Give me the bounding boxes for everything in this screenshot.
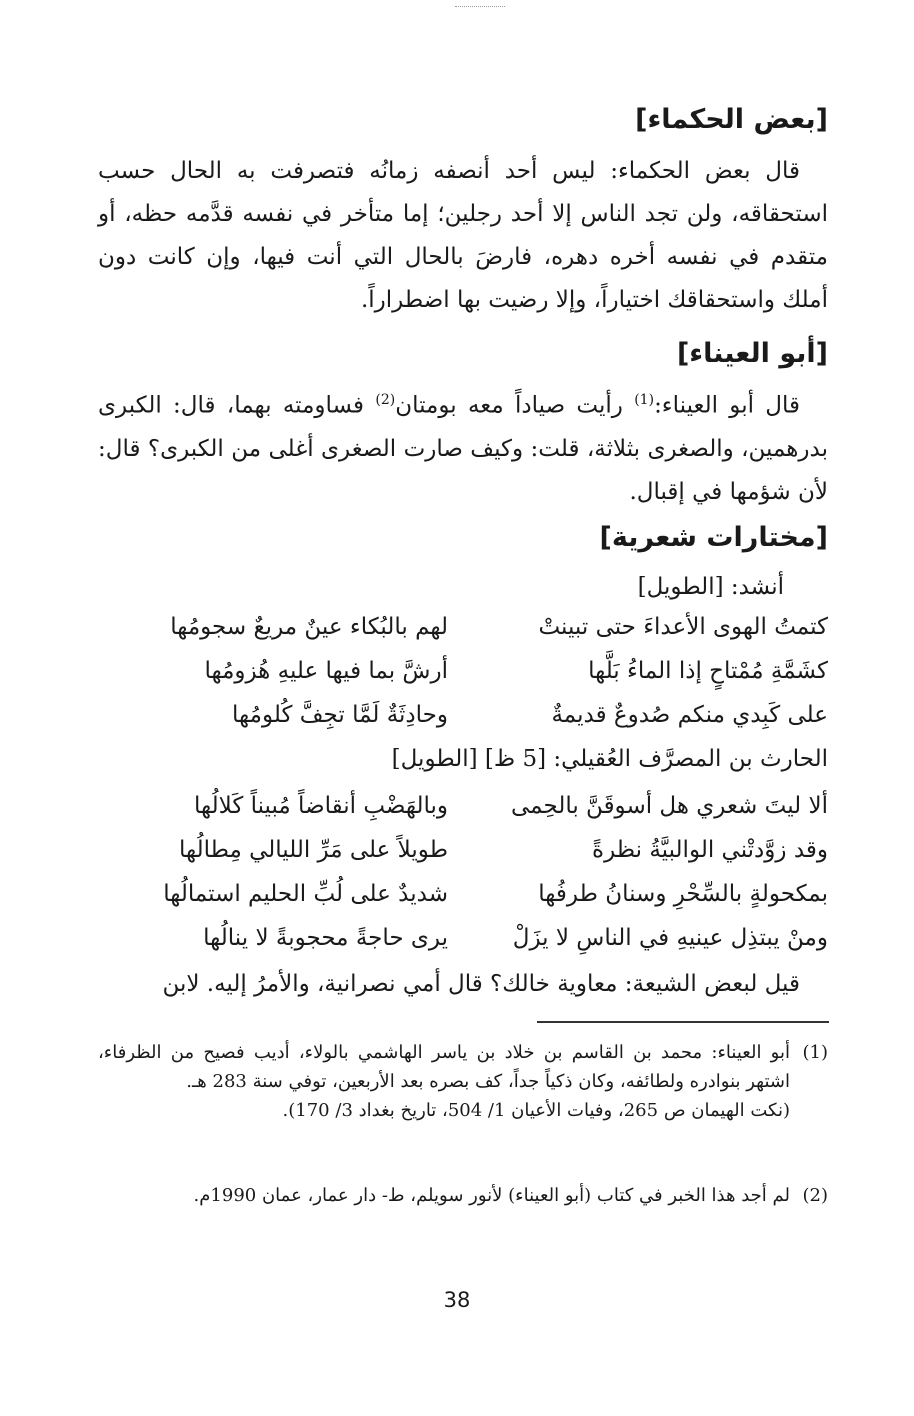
paragraph-closing-text: قيل لبعض الشيعة: معاوية خالك؟ قال أمي نصرانية، والأمرُ إليه. لابن: [162, 971, 800, 997]
page-number: 38: [443, 1288, 471, 1312]
paragraph-wise-men-text: قال بعض الحكماء: ليس أحد أنصفه زمانُه فتصرفت به الحال حسب استحقاقه، ولن تجد الناس إلا أحد رجلين؛ إما متأخر في نفسه قدَّمه حظه، أو متقدم في نفسه أخره دهره، فارضَ بالحال التي أنت فيها، وإن كانت دون أملك واستحقاقك اختياراً، وإلا رضيت بها اضطراراً.: [98, 158, 828, 313]
verse-line: [88, 784, 828, 828]
verse-second-hemistich: وبالهَضْبِ أنقاضاً مُبيناً كَلالُها: [194, 793, 448, 819]
text-part: رأيت صياداً معه بومتان: [395, 392, 635, 419]
verse-first-hemistich: ألا ليتَ شعري هل أسوقَنَّ بالحِمى: [511, 793, 828, 819]
footnote-body: [98, 1181, 790, 1210]
verse-first-hemistich: كتمتُ الهوى الأعداءَ حتى تبينتْ: [538, 614, 828, 640]
poem-2-intro: الحارث بن المصرَّف العُقيلي: [5 ظ] [الطويل]: [391, 746, 828, 772]
verse-line: [88, 828, 828, 872]
footnote-text: لم أجد هذا الخبر في كتاب (أبو العيناء) لأنور سويلم، ط- دار عمار، عمان 1990م.: [193, 1185, 790, 1206]
verse-first-hemistich: وقد زوَّدتْني الوالبيَّةُ نظرةً: [592, 837, 828, 863]
section-heading-wise-men: [بعض الحكماء]: [635, 104, 828, 135]
footnote-number: (1): [802, 1042, 828, 1063]
footnote-divider: [537, 1021, 829, 1023]
verse-second-hemistich: وحادِثَةٌ لَمَّا تجِفَّ كُلومُها: [232, 702, 448, 728]
footnote-1: [98, 1038, 828, 1125]
paragraph-wise-men: [98, 150, 828, 322]
poem-intro: أنشد: [الطويل]: [637, 574, 784, 600]
top-decorative-mark: [455, 6, 505, 7]
paragraph-abu-al-ayna-text: [98, 379, 828, 514]
verse-line: [88, 649, 828, 693]
poem-1: [88, 605, 828, 737]
verse-first-hemistich: كشَمَّةِ مُمْتاحٍ إذا الماءُ بَلَّها: [588, 658, 828, 684]
verse-first-hemistich: ومنْ يبتذِل عينيهِ في الناسِ لا يزَلْ: [512, 925, 828, 951]
section-heading-poetry: [مختارات شعرية]: [599, 522, 828, 553]
footnote-number: (2): [802, 1185, 828, 1206]
text-part: قال أبو العيناء:: [654, 392, 800, 419]
verse-first-hemistich: على كَبِدي منكم صُدوعٌ قديمةٌ: [551, 702, 828, 728]
verse-second-hemistich: أرشَّ بما فيها عليهِ هُزومُها: [204, 658, 448, 684]
footnote-body: [98, 1038, 790, 1125]
footnote-ref-1: (1): [634, 392, 655, 408]
footnote-text: أبو العيناء: محمد بن القاسم بن خلاد بن ياسر الهاشمي بالولاء، أديب فصيح من الظرفاء، اشتهر بنوادره ولطائفه، وكان ذكياً جداً، كف بصره بعد الأربعين، توفي سنة 283 هـ.: [98, 1042, 790, 1092]
verse-second-hemistich: شديدٌ على لُبِّ الحليم استمالُها: [163, 881, 448, 907]
verse-second-hemistich: لهم بالبُكاء عينٌ مريعٌ سجومُها: [170, 614, 448, 640]
footnote-ref-2: (2): [375, 392, 396, 408]
verse-second-hemistich: يرى حاجةً محجوبةً لا ينالُها: [203, 925, 448, 951]
footnote-source: (نكت الهيمان ص 265، وفيات الأعيان 1/ 504، تاريخ بغداد 3/ 170).: [282, 1100, 790, 1121]
text-part: فساومته بهما، قال: الكبرى بدرهمين، والصغرى بثلاثة، قلت: وكيف صارت الصغرى أغلى من الكبرى؟ قال: لأن شؤمها في إقبال.: [98, 392, 828, 505]
paragraph-abu-al-ayna: [98, 379, 828, 514]
footnote-2: [98, 1181, 828, 1210]
verse-second-hemistich: طويلاً على مَرِّ الليالي مِطالُها: [178, 837, 448, 863]
section-heading-abu-al-ayna: [أبو العيناء]: [676, 338, 828, 369]
verse-line: [88, 916, 828, 960]
verse-first-hemistich: بمكحولةٍ بالسِّحْرِ وسنانُ طرفُها: [538, 881, 828, 907]
verse-line: [88, 872, 828, 916]
verse-line: [88, 693, 828, 737]
paragraph-closing: [98, 963, 828, 1006]
verse-line: [88, 605, 828, 649]
poem-2: [88, 784, 828, 960]
